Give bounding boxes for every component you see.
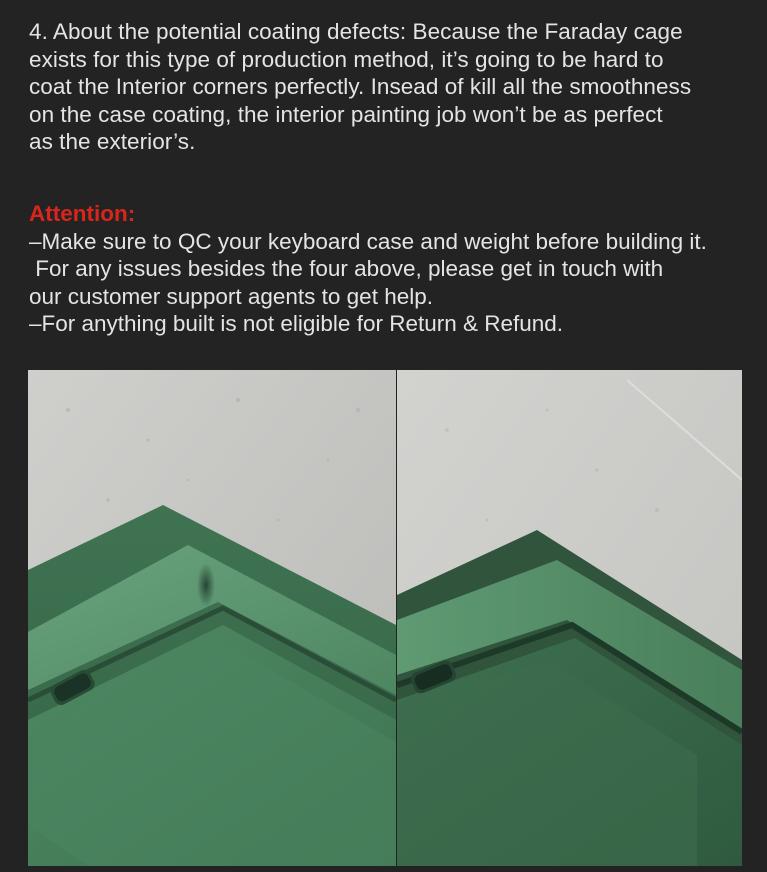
paragraph-line: 4. About the potential coating defects: Because the Faraday cage bbox=[29, 19, 683, 44]
attention-section bbox=[29, 200, 767, 338]
attention-line: –Make sure to QC your keyboard case and weight before building it. bbox=[29, 228, 707, 254]
coating-defects-paragraph bbox=[29, 18, 767, 156]
attention-heading: Attention: bbox=[29, 201, 136, 226]
paragraph-line: as the exterior’s. bbox=[29, 129, 196, 154]
case-corner-before-illustration bbox=[28, 370, 396, 866]
case-corner-photo-before bbox=[28, 370, 396, 866]
case-corner-after-illustration bbox=[397, 370, 742, 866]
attention-line: For any issues besides the four above, please get in touch with bbox=[29, 256, 664, 281]
case-corner-photo-after bbox=[397, 370, 742, 866]
paragraph-line: exists for this type of production method, it’s going to be hard to bbox=[29, 46, 664, 72]
attention-line: –For anything built is not eligible for Return & Refund. bbox=[29, 311, 564, 336]
attention-line: our customer support agents to get help. bbox=[29, 283, 433, 309]
paragraph-line: coat the Interior corners perfectly. Insead of kill all the smoothness bbox=[29, 74, 692, 99]
paragraph-line: on the case coating, the interior painting job won’t be as perfect bbox=[29, 101, 663, 127]
